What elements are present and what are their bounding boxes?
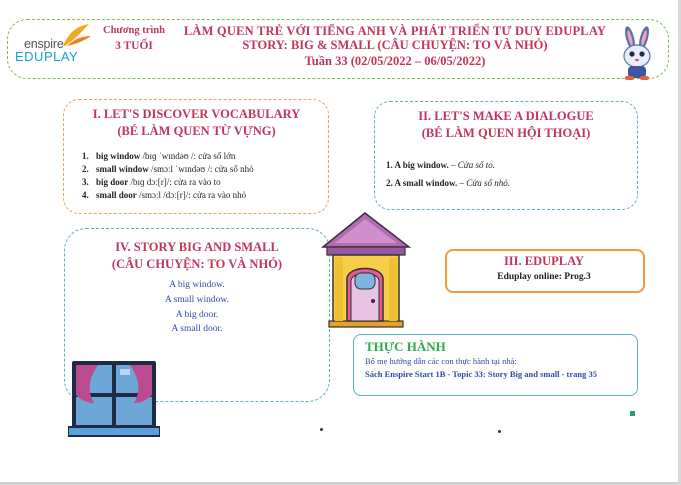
story-subtitle: STORY: BIG & SMALL (CÂU CHUYỆN: TO VÀ NHỎ)	[242, 38, 548, 52]
leaf-logo-icon	[59, 22, 93, 48]
list-item: 2. small window /smɔːl ˈwɪndəʊ /: cửa sổ nhỏ	[82, 164, 254, 174]
dialogue-title-en: II. LET'S MAKE A DIALOGUE	[418, 109, 594, 123]
vocabulary-title-vi: (BÉ LÀM QUEN TỪ VỰNG)	[117, 124, 276, 138]
practice-instruction: Bố mẹ hướng dẫn các con thực hành tại nhà:	[365, 356, 517, 366]
practice-book-reference: Sách Enspire Start 1B - Topic 33: Story Big and small - trang 35	[365, 369, 597, 379]
program-label: Chương trình	[102, 25, 165, 36]
decorative-square	[630, 411, 635, 416]
vocabulary-title	[63, 106, 330, 140]
list-item: 3. big door /bɪɡ dɔː[r]/: cửa ra vào to	[82, 177, 221, 187]
vocabulary-list	[82, 150, 254, 202]
window-illustration-icon	[68, 359, 160, 442]
story-title-en: IV. STORY BIG AND SMALL	[115, 240, 279, 254]
logo-enspire-text: enspire	[24, 37, 64, 51]
rabbit-mascot-icon	[613, 26, 663, 82]
vocabulary-title-en: I. LET'S DISCOVER VOCABULARY	[92, 107, 301, 121]
list-item: 1. big window /bɪɡ ˈwɪndəʊ /: cửa sổ lớn	[82, 151, 236, 161]
story-line: A big window.	[169, 280, 225, 290]
story-line: A small door.	[171, 324, 223, 334]
list-item: 4. small door /smɔːl /dɔː[r]/: cửa ra vào nhỏ	[82, 190, 247, 200]
story-line: A big door.	[175, 310, 219, 320]
eduplay-program-link[interactable]: Eduplay online: Prog.3	[497, 272, 591, 282]
house-illustration-icon	[317, 209, 413, 329]
dialogue-line: 2. A small window. – Cửa sổ nhỏ.	[386, 178, 510, 188]
story-line: A small window.	[164, 295, 230, 305]
dialogue-title-vi: (BÉ LÀM QUEN HỘI THOẠI)	[421, 126, 591, 140]
logo-eduplay-text: EDUPLAY	[15, 49, 79, 64]
page-title: LÀM QUEN TRẺ VỚI TIẾNG ANH VÀ PHÁT TRIỂN TƯ DUY EDUPLAY	[183, 24, 607, 38]
story-title-vi: (CÂU CHUYỆN: TO VÀ NHỎ)	[111, 257, 283, 271]
decorative-dot	[498, 430, 501, 433]
week-label: Tuần 33 (02/05/2022 – 06/05/2022)	[304, 54, 486, 68]
dialogue-line: 1. A big window. – Cửa sổ to.	[386, 160, 495, 170]
program-age: 3 TUỔI	[115, 40, 153, 52]
practice-title: THỰC HÀNH	[365, 339, 446, 354]
eduplay-title: III. EDUPLAY	[503, 254, 585, 268]
decorative-dot	[320, 428, 323, 431]
story-title	[64, 239, 330, 273]
dialogue-title	[374, 108, 638, 142]
